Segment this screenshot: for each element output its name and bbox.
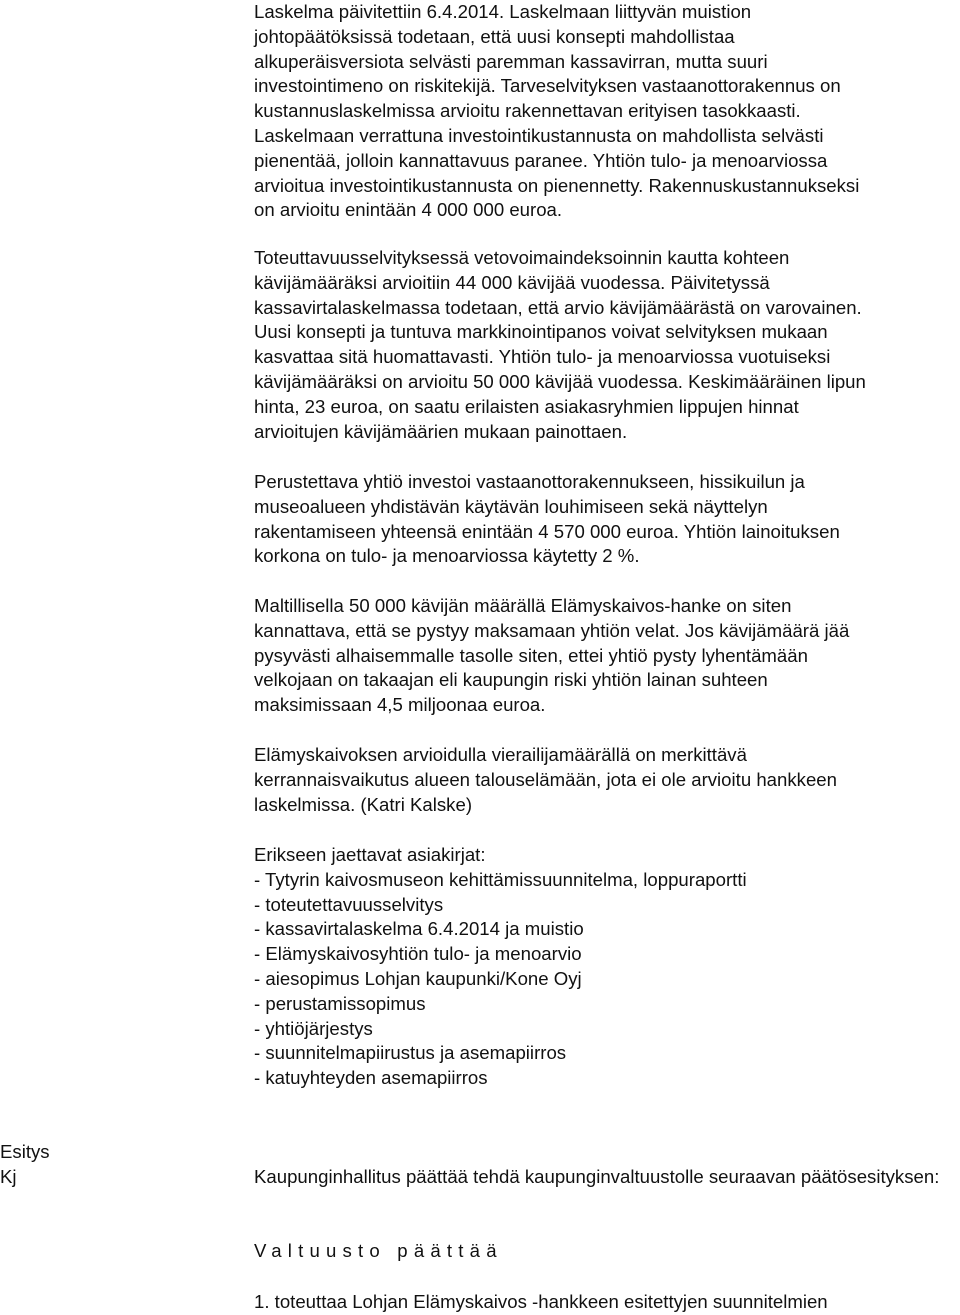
- attachment-item: - yhtiöjärjestys: [254, 1017, 373, 1039]
- paragraph-calculation-update: Laskelma päivitettiin 6.4.2014. Laskelmaan liittyvän muistion johtopäätöksissä todetaan, että uusi konsepti mahdollistaa alkuperäisversiota selvästi paremman kassavirran, mutta suuri investointimeno on riskitekijä. Tarveselvityksen vastaanottorakennus on kustannuslaskelmissa arvioitu rakennettavan erityisen tasokkaasti. Laskelmaan verrattuna investointikustannusta on mahdollista selvästi pienentää, jolloin kannattavuus paranee. Yhtiön tulo- ja menoarviossa arvioitua investointikustannusta on pienennetty. Rakennuskustannukseksi on arvioitu enintään 4 000 000 euroa.: [254, 1, 860, 221]
- attachments-list: [254, 868, 747, 1091]
- paragraph-impact: Elämyskaivoksen arvioidulla vierailijamäärällä on merkittävä kerrannaisvaikutus alueen talouselämään, jota ei ole arvioitu hankkeen laskelmissa. (Katri Kalske): [254, 744, 837, 815]
- attachment-item: - Elämyskaivosyhtiön tulo- ja menoarvio: [254, 943, 582, 965]
- paragraph-visitor-estimate: Toteuttavuusselvityksessä vetovoimaindeksoinnin kautta kohteen kävijämääräksi arvioitiin 44 000 kävijää vuodessa. Päivitetyssä kassavirtalaskelmassa todetaan, että arvio kävijämäärästä on varovainen. Uusi konsepti ja tuntuva markkinointipanos voivat selvityksen mukaan kasvattaa sitä huomattavasti. Yhtiön tulo- ja menoarviossa vuotuiseksi kävijämääräksi on arvioitu 50 000 kävijää vuodessa. Keskimääräinen lipun hinta, 23 euroa, on saatu erilaisten asiakasryhmien lippujen hinnat arvioitujen kävijämäärien mukaan painottaen.: [254, 247, 866, 442]
- proposal-text: Kaupunginhallitus päättää tehdä kaupunginvaltuustolle seuraavan päätösesityksen:: [254, 1166, 940, 1187]
- attachment-item: - katuyhteyden asemapiirros: [254, 1067, 488, 1089]
- side-label-proposal: Esitys: [0, 1141, 50, 1162]
- paragraph-risk: Maltillisella 50 000 kävijän määrällä Elämyskaivos-hanke on siten kannattava, että se pystyy maksamaan yhtiön velat. Jos kävijämäärä jää pysyvästi alhaisemmalle tasolle siten, ettei yhtiö pysty lyhentämään velkojaan on takaajan eli kaupungin riski yhtiön lainan suhteen maksimissaan 4,5 miljoonaa euroa.: [254, 595, 850, 716]
- decision-item-1: 1. toteuttaa Lohjan Elämyskaivos -hankkeen esitettyjen suunnitelmien: [254, 1291, 828, 1312]
- side-label-presenter: Kj: [0, 1165, 17, 1187]
- attachment-item: - perustamissopimus: [254, 992, 426, 1014]
- attachment-item: - Tytyrin kaivosmuseon kehittämissuunnitelma, loppuraportti: [254, 868, 747, 890]
- attachment-item: - kassavirtalaskelma 6.4.2014 ja muistio: [254, 918, 584, 940]
- attachments-section: [254, 843, 747, 1091]
- attachment-item: - suunnitelmapiirustus ja asemapiirros: [254, 1042, 567, 1064]
- attachment-item: - toteutettavuusselvitys: [254, 893, 444, 915]
- attachment-item: - aiesopimus Lohjan kaupunki/Kone Oyj: [254, 967, 582, 989]
- attachments-heading: Erikseen jaettavat asiakirjat:: [254, 844, 486, 865]
- proposal-side-labels: [0, 1140, 50, 1190]
- paragraph-investment: Perustettava yhtiö investoi vastaanottorakennukseen, hissikuilun ja museoalueen yhdistävän käytävän louhimiseen sekä näyttelyn rakentamiseen yhteensä enintään 4 570 000 euroa. Yhtiön lainoituksen korkona on tulo- ja menoarviossa käytetty 2 %.: [254, 471, 840, 567]
- decision-heading: Valtuusto päättää: [254, 1240, 503, 1261]
